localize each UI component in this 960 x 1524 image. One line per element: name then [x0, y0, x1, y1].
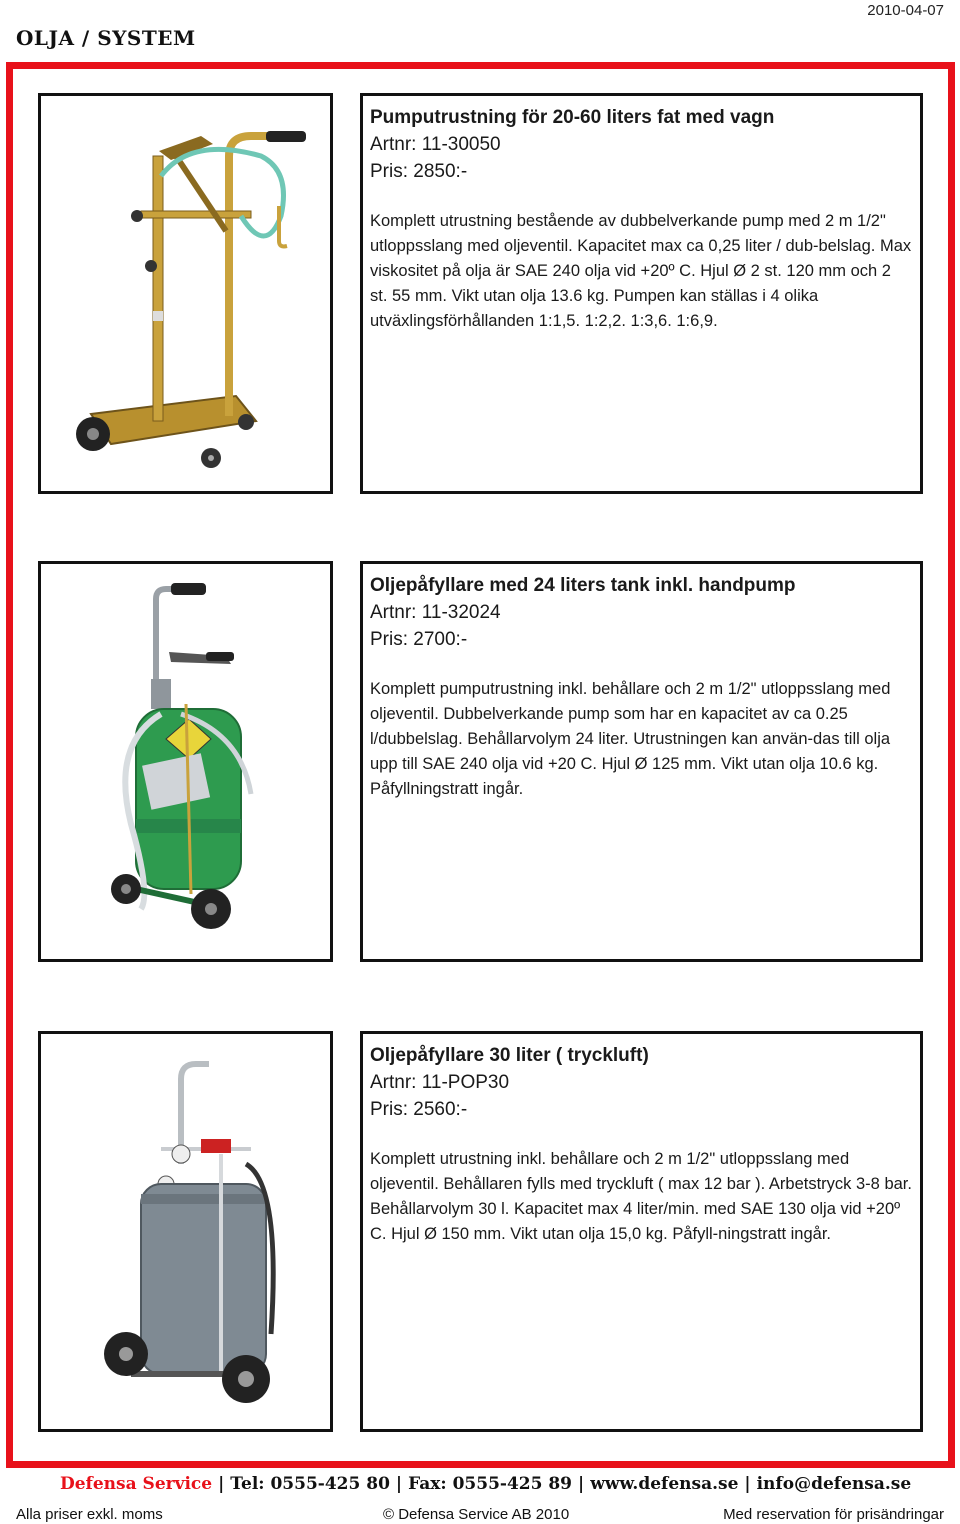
product-description: Komplett pumputrustning inkl. behållare och 2 m 1/2" utloppsslang med oljeventil. Dubbelverkande pump som har en kapacitet av ca 0.25 l/dubbelslag. Behållarvolym 24 liter. Utrustningen kan använ-das till olja upp till SAE 240 olja vid +20 C. Hjul Ø 125 mm. Vikt utan olja 10.6 kg. Påfyllningstratt ingår.	[370, 680, 891, 798]
product-image-oil-filler-30l	[38, 1031, 333, 1432]
product-text-box-1	[360, 93, 923, 494]
product-price: Pris: 2700:-	[370, 629, 468, 650]
pump-cart-illustration	[41, 96, 330, 491]
footer-phone: Tel: 0555-425 80	[230, 1474, 390, 1494]
product-image-pump-cart	[38, 93, 333, 494]
product-price: Pris: 2850:-	[370, 161, 468, 182]
product-article-number: Artnr: 11-32024	[370, 602, 501, 623]
section-title: OLJA / SYSTEM	[16, 26, 196, 50]
company-brand: Defensa Service	[60, 1474, 213, 1494]
contact-footer: Defensa Service | Tel: 0555-425 80 | Fax: 0555-425 89 | www.defensa.se | info@defensa.se	[60, 1474, 912, 1494]
product-article-number: Artnr: 11-POP30	[370, 1072, 510, 1093]
document-date: 2010-04-07	[867, 2, 944, 19]
price-note: Alla priser exkl. moms	[16, 1506, 163, 1523]
footer-email-link[interactable]: info@defensa.se	[756, 1474, 912, 1494]
product-description: Komplett utrustning bestående av dubbelverkande pump med 2 m 1/2" utloppsslang med oljeventil. Kapacitet max ca 0,25 liter / dub-belslag. Max viskositet på olja är SAE 240 olja vid +20º C. Hjul Ø 2 st. 120 mm och 2 st. 55 mm. Vikt utan olja 13.6 kg. Pumpen kan ställas i 4 olika utväxlingsförhållanden 1:1,5. 1:2,2. 1:3,6. 1:6,9.	[370, 212, 912, 330]
product-title: Oljepåfyllare 30 liter ( tryckluft)	[370, 1045, 649, 1066]
product-text-box-3	[360, 1031, 923, 1432]
product-image-oil-filler-24l	[38, 561, 333, 962]
product-price: Pris: 2560:-	[370, 1099, 468, 1120]
product-article-number: Artnr: 11-30050	[370, 134, 501, 155]
air-oil-filler-illustration	[41, 1034, 330, 1429]
oil-filler-illustration	[41, 564, 330, 959]
footer-website-link[interactable]: www.defensa.se	[590, 1474, 739, 1494]
footer-fax: Fax: 0555-425 89	[408, 1474, 573, 1494]
reservation-note: Med reservation för prisändringar	[723, 1506, 944, 1523]
product-text-box-2	[360, 561, 923, 962]
product-title: Pumputrustning för 20-60 liters fat med vagn	[370, 107, 775, 128]
product-title: Oljepåfyllare med 24 liters tank inkl. handpump	[370, 575, 796, 596]
product-description: Komplett utrustning inkl. behållare och 2 m 1/2" utloppsslang med oljeventil. Behållaren fylls med tryckluft ( max 12 bar ). Arbetstryck 3-8 bar. Behållarvolym 30 l. Kapacitet max 4 liter/min. med SAE 130 olja vid +20º C. Hjul Ø 150 mm. Vikt utan olja 15,0 kg. Påfyll-ningstratt ingår.	[370, 1150, 912, 1243]
copyright-note: © Defensa Service AB 2010	[383, 1506, 570, 1523]
